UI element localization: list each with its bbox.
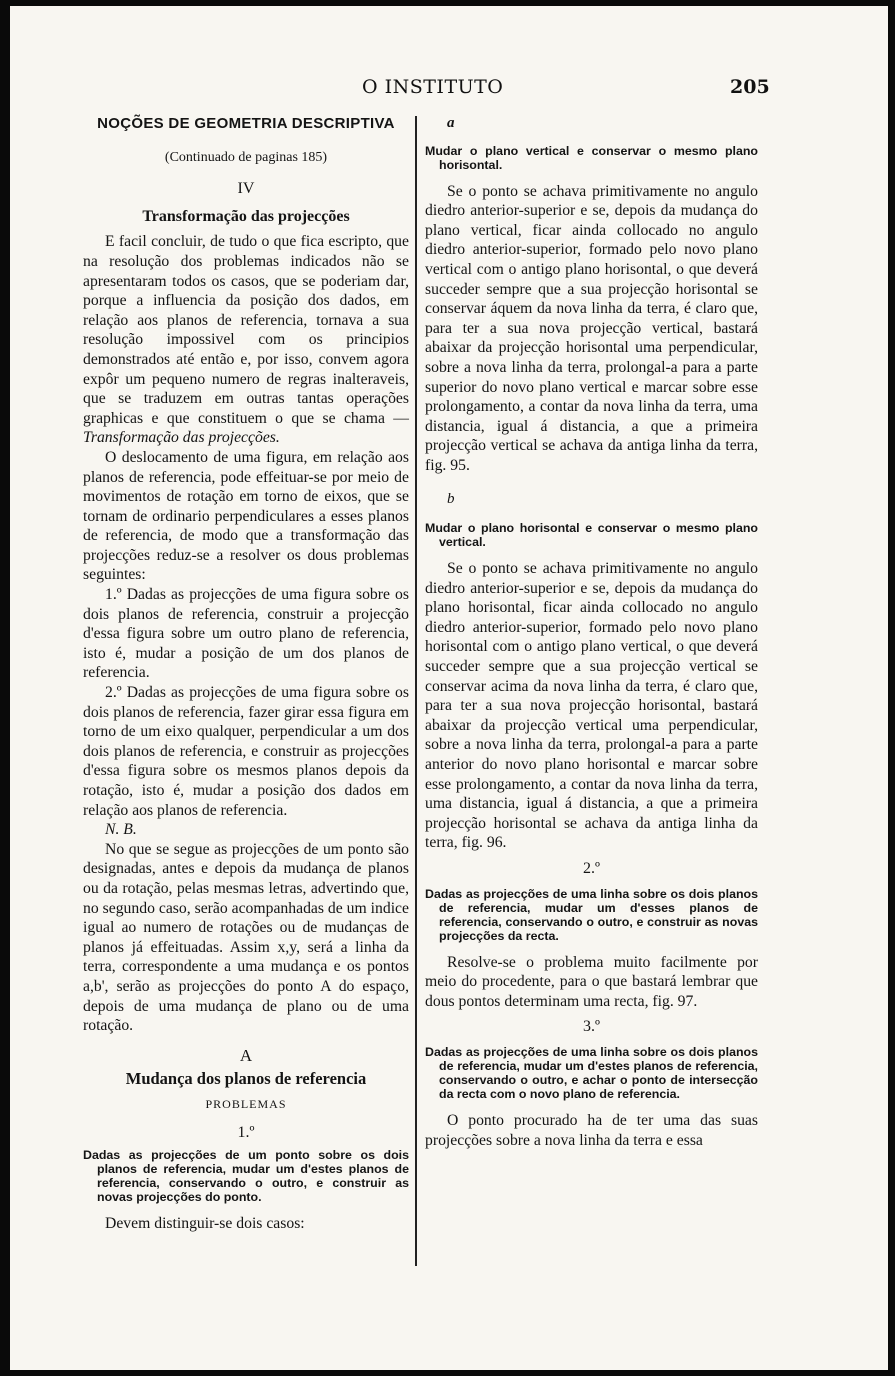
problems-heading: PROBLEMAS — [205, 1096, 287, 1111]
case-title: Mudar o plano vertical e conservar o mesmo plano horisontal. — [425, 143, 758, 172]
case-letter: a — [447, 115, 455, 131]
paragraph: Se o ponto se achava primitivamente no angulo diedro anterior-superior e se, depois da mudança do plano vertical, ficar ainda collocado no angulo diedro anterior-superior, formado pelo novo plano vertical com o antigo plano horisontal, o que deverá succeder sempre que a sua projecção horisontal se conservar áquem da nova linha da terra, é claro que, para ter a sua nova projecção vertical, bastará abaixar da projecção horisontal uma perpendicular, sobre a nova linha da terra, prolongal-a para a parte superior do novo plano vertical e marcar sobre esse prolongamento, a contar da nova linha da terra, uma distancia, igual á distancia, a que a primeira projecção vertical se achava da antiga linha da terra, fig. 95. — [425, 182, 758, 474]
subsection-title: Mudança dos planos de referencia — [125, 1069, 367, 1089]
page-number: 205 — [730, 76, 770, 98]
column-divider — [415, 116, 417, 1266]
problem-statement: Dadas as projecções de um ponto sobre os dois planos de referencia, mudar um d'estes planos de referencia, conservando o outro, e construir as novas projecções do ponto. — [83, 1148, 409, 1205]
problem-statement: Dadas as projecções de uma linha sobre os dois planos de referencia, mudar um d'estes planos de referencia, conservando o outro, e achar o ponto de intersecção da recta com o novo plano de referencia. — [425, 1044, 758, 1101]
problem-number: 1.º — [237, 1123, 255, 1141]
problem-number: 2.º — [583, 860, 600, 877]
case-letter: b — [447, 490, 455, 507]
running-title: O INSTITUTO — [362, 76, 504, 98]
paragraph: Devem distinguir-se dois casos: — [105, 1215, 305, 1233]
nota-bene-label: N. B. — [105, 821, 137, 839]
problem-statement: Dadas as projecções de uma linha sobre os dois planos de referencia, mudar um d'esses planos de referencia, conservando o outro, e construir as novas projecções da recta. — [425, 886, 758, 943]
subsection-letter: A — [239, 1045, 253, 1065]
paragraph — [83, 232, 409, 448]
italic-term: Transformação das projecções. — [83, 429, 280, 447]
right-column — [425, 114, 758, 1150]
paragraph: Resolve-se o problema muito facilmente por meio do procedente, para o que bastará lembrar que dous pontos determinam uma recta, fig. 97. — [425, 953, 758, 1010]
paragraph-text: E facil concluir, de tudo o que fica escripto, que na resolução dos problemas indicados não se apresentaram todos os casos, que se poderiam dar, porque a influencia da posição dos dados, em relação aos planos de referencia, tornava a sua resolução impossivel com os principios demonstrados até então e, por isso, convem agora expôr um pequeno numero de regras inalteraveis, que se traduzem em outras tantas operações graphicas e que constituem o que se chama — — [83, 233, 409, 427]
left-column — [83, 114, 409, 1234]
problem-number: 3.º — [583, 1018, 600, 1036]
list-item: 2.º Dadas as projecções de uma figura sobre os dois planos de referencia, fazer girar essa figura em torno de um eixo qualquer, perpendicular a um dos dois planos de referencia, e construir as projecções d'essa figura sobre os mesmos planos depois da rotação, isto é, mudar a posição dos dados em relação aos planos de referencia. — [83, 684, 409, 819]
section-number: IV — [237, 180, 255, 198]
nota-bene — [83, 820, 409, 840]
paragraph: Se o ponto se achava primitivamente no angulo diedro anterior-superior e se, depois da mudança do plano horisontal, ficar ainda collocado no angulo diedro anterior-superior, formado pelo novo plano horisontal com o antigo plano vertical, o que deverá succeder sempre que a sua projecção vertical se conservar acima da nova linha da terra, é claro que, para ter a sua nova projecção horisontal, bastará abaixar da projecção vertical uma perpendicular, sobre a nova linha da terra, prolongal-a para a parte anterior do novo plano horisontal e marcar sobre esse prolongamento, a contar da nova linha da terra, uma distancia, igual á distancia, a que a primeira projecção horisontal se achava da antiga linha da terra, fig. 96. — [425, 560, 758, 852]
list-item: 1.º Dadas as projecções de uma figura sobre os dois planos de referencia, construir a projecção d'essa figura sobre um outro plano de referencia, isto é, mudar a posição de um dos planos de referencia. — [83, 586, 409, 682]
article-title: NOÇÕES DE GEOMETRIA DESCRIPTIVA — [97, 115, 395, 132]
page-header — [10, 76, 888, 106]
section-title: Transformação das projecções — [142, 207, 350, 225]
paragraph: O ponto procurado ha de ter uma das suas projecções sobre a nova linha da terra e essa — [425, 1111, 758, 1149]
scanned-page — [10, 6, 888, 1370]
case-title: Mudar o plano horisontal e conservar o mesmo plano vertical. — [425, 521, 758, 550]
paragraph: No que se segue as projecções de um ponto são designadas, antes e depois da mudança de planos ou da rotação, pelas mesmas letras, advertindo que, no segundo caso, serão acompanhadas de um indice igual ao numero de rotações ou de mudanças de planos já effeituadas. Assim x,y, será a linha da terra, correspondente a uma mudança e os pontos a,b', serão as projecções do ponto A do espaço, depois de uma mudança de plano ou de uma rotação. — [83, 840, 409, 1035]
continued-note: (Continuado de paginas 185) — [164, 149, 328, 165]
paragraph: O deslocamento de uma figura, em relação aos planos de referencia, pode effeituar-se por meio de movimentos de rotação em torno de eixos, que se tornam de ordinario perpendiculares a esses planos de referencia, de modo que a transformação das projecções reduz-se a resolver os dous problemas seguintes: — [83, 448, 409, 584]
